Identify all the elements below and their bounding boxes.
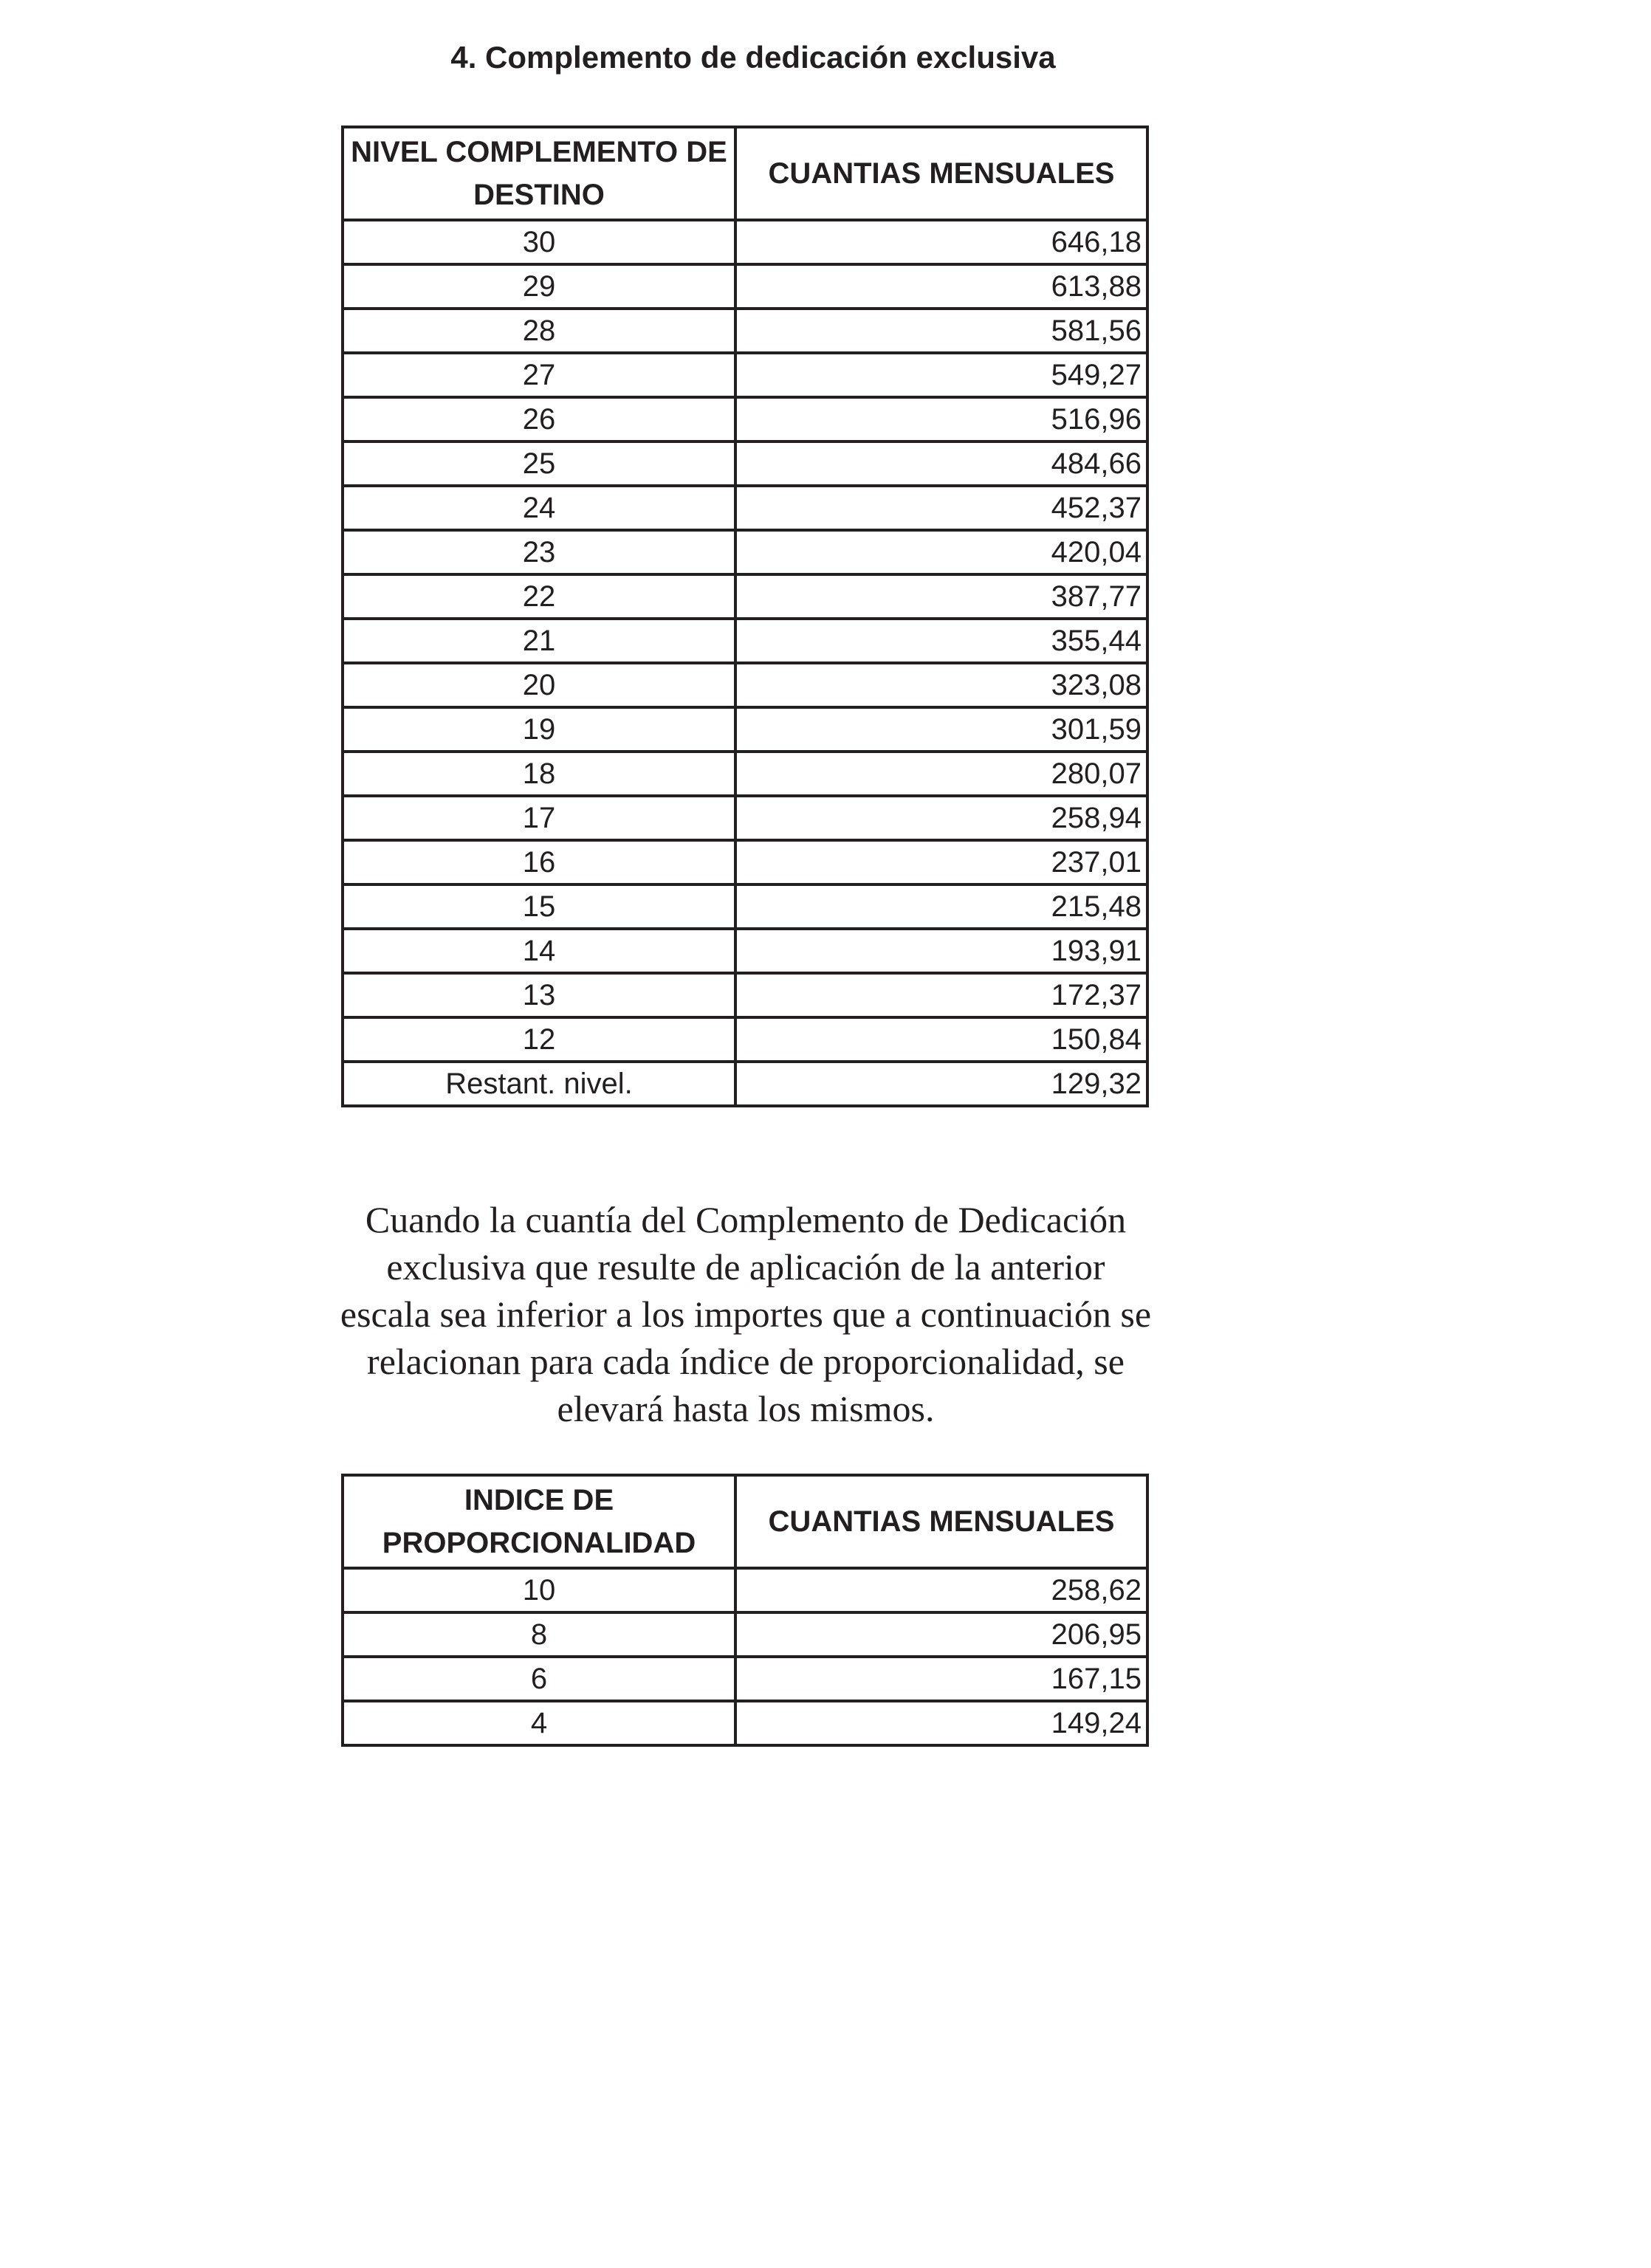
level-cell: 29: [343, 264, 735, 309]
table-row: [343, 973, 1147, 1017]
level-cell: 30: [343, 220, 735, 264]
table-row: [343, 796, 1147, 840]
amount-cell: 129,32: [735, 1062, 1147, 1106]
table-row: [343, 1657, 1147, 1701]
table-row: [343, 220, 1147, 264]
level-cell: 21: [343, 619, 735, 663]
amount-cell: 149,24: [735, 1701, 1147, 1745]
amount-cell: 258,94: [735, 796, 1147, 840]
table-row: [343, 663, 1147, 707]
level-cell: 15: [343, 884, 735, 929]
table-row: [343, 309, 1147, 353]
table-row: [343, 1612, 1147, 1657]
level-cell: 26: [343, 397, 735, 441]
table-row: [343, 1701, 1147, 1745]
amount-cell: 420,04: [735, 530, 1147, 574]
amount-cell: 549,27: [735, 353, 1147, 397]
level-cell: 14: [343, 929, 735, 973]
table-row: [343, 752, 1147, 796]
level-cell: 13: [343, 973, 735, 1017]
dedication-levels-table: [341, 126, 1149, 1107]
amount-cell: 193,91: [735, 929, 1147, 973]
table-row: [343, 574, 1147, 619]
table-row: [343, 397, 1147, 441]
table-header-row: [343, 127, 1147, 220]
table-row: [343, 840, 1147, 884]
index-column-header: INDICE DE PROPORCIONALIDAD: [343, 1475, 735, 1568]
table-row: [343, 530, 1147, 574]
level-cell: 23: [343, 530, 735, 574]
index-cell: 8: [343, 1612, 735, 1657]
table-row: [343, 441, 1147, 486]
level-cell: 24: [343, 486, 735, 530]
level-cell: 27: [343, 353, 735, 397]
index-cell: 4: [343, 1701, 735, 1745]
amount-cell: 484,66: [735, 441, 1147, 486]
level-cell: 17: [343, 796, 735, 840]
level-column-header: NIVEL COMPLEMENTO DE DESTINO: [343, 127, 735, 220]
amount-cell: 355,44: [735, 619, 1147, 663]
amount-cell: 215,48: [735, 884, 1147, 929]
level-cell: 28: [343, 309, 735, 353]
level-cell: 22: [343, 574, 735, 619]
level-cell: 20: [343, 663, 735, 707]
table-row: [343, 1568, 1147, 1612]
level-cell: 12: [343, 1017, 735, 1062]
amount-cell: 150,84: [735, 1017, 1147, 1062]
table-row: [343, 1017, 1147, 1062]
table-body: [343, 1568, 1147, 1745]
amount-cell: 452,37: [735, 486, 1147, 530]
page-title: 4. Complemento de dedicación exclusiva: [450, 40, 1056, 75]
amount-cell: 646,18: [735, 220, 1147, 264]
amount-cell: 206,95: [735, 1612, 1147, 1657]
table-row: [343, 929, 1147, 973]
level-cell: 25: [343, 441, 735, 486]
amount-cell: 237,01: [735, 840, 1147, 884]
table-row: [343, 486, 1147, 530]
amount-column-header: CUANTIAS MENSUALES: [735, 127, 1147, 220]
level-cell: 18: [343, 752, 735, 796]
table-body: [343, 220, 1147, 1106]
amount-cell: 301,59: [735, 707, 1147, 752]
proportionality-index-table: [341, 1474, 1149, 1747]
amount-cell: 581,56: [735, 309, 1147, 353]
amount-cell: 280,07: [735, 752, 1147, 796]
table-row: [343, 353, 1147, 397]
level-cell: 19: [343, 707, 735, 752]
amount-cell: 167,15: [735, 1657, 1147, 1701]
amount-cell: 613,88: [735, 264, 1147, 309]
table-row: [343, 1062, 1147, 1106]
amount-cell: 516,96: [735, 397, 1147, 441]
explanatory-note: Cuando la cuantía del Complemento de Dedicación exclusiva que resulte de aplicación de la anterior escala sea inferior a los importes que a continuación se relacionan para cada índice de proporcionalidad, se elevará hasta los mismos.: [340, 1199, 1152, 1429]
table-row: [343, 707, 1147, 752]
table-row: [343, 884, 1147, 929]
table-header-row: [343, 1475, 1147, 1568]
amount-column-header: CUANTIAS MENSUALES: [735, 1475, 1147, 1568]
amount-cell: 387,77: [735, 574, 1147, 619]
index-cell: 10: [343, 1568, 735, 1612]
level-cell: Restant. nivel.: [343, 1062, 735, 1106]
amount-cell: 323,08: [735, 663, 1147, 707]
level-cell: 16: [343, 840, 735, 884]
table-row: [343, 264, 1147, 309]
index-cell: 6: [343, 1657, 735, 1701]
amount-cell: 258,62: [735, 1568, 1147, 1612]
table-row: [343, 619, 1147, 663]
amount-cell: 172,37: [735, 973, 1147, 1017]
